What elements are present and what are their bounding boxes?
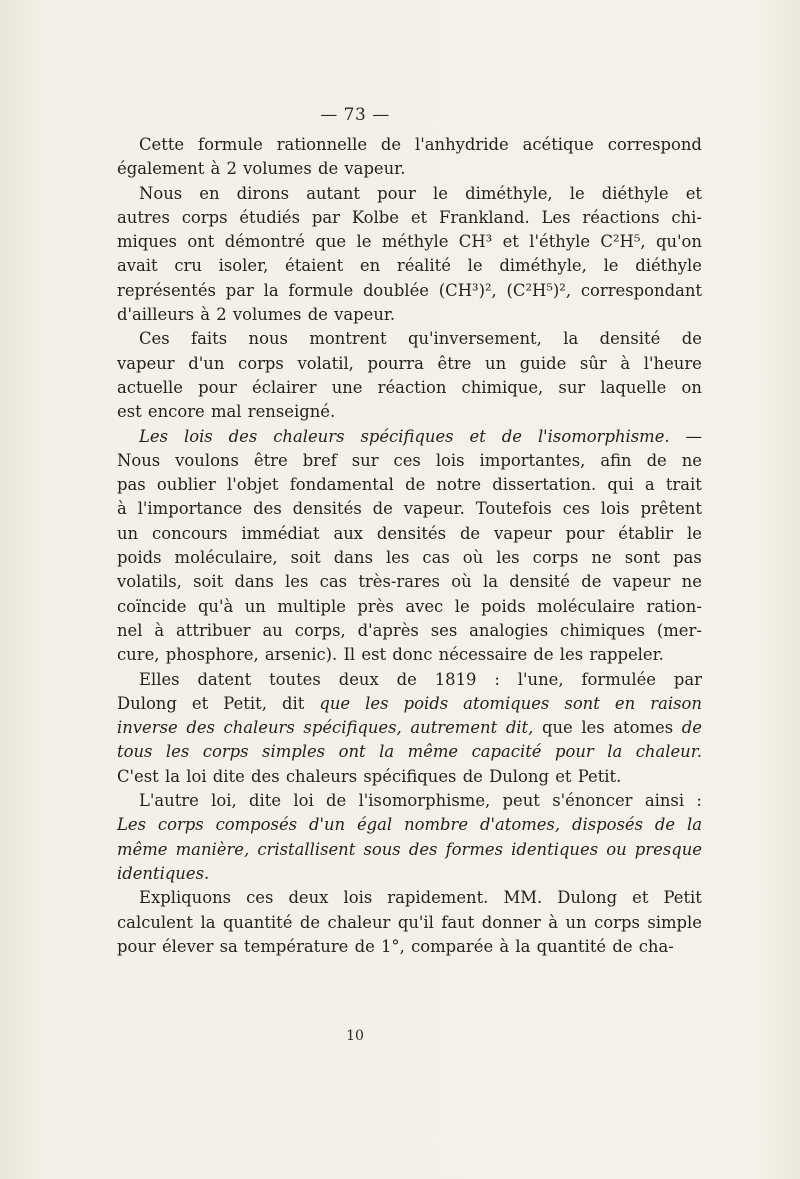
text-line: nel à attribuer au corps, d'après ses analogies chimiques (mer- (117, 620, 702, 640)
body-text (117, 133, 702, 959)
text-line: calculent la quantité de chaleur qu'il faut donner à un corps simple (117, 912, 702, 932)
text-line: d'ailleurs à 2 volumes de vapeur. (117, 305, 396, 325)
text-line: poids moléculaire, soit dans les cas où les corps ne sont pas (117, 548, 702, 568)
text-line: Ces faits nous montrent qu'inversement, la densité de (139, 329, 702, 349)
text-line: autres corps étudiés par Kolbe et Frankland. Les réactions chi- (117, 207, 702, 227)
text-line: tous les corps simples ont la même capacité pour la chaleur. (117, 742, 702, 762)
text-line: Cette formule rationnelle de l'anhydride acétique correspond (139, 135, 702, 154)
text-line: identiques. (117, 863, 210, 883)
text-line: pas oublier l'objet fondamental de notre dissertation. qui a trait (117, 475, 702, 495)
text-line: volatils, soit dans les cas très-rares où la densité de vapeur ne (117, 572, 702, 592)
text-line: même manière, cristallisent sous des formes identiques ou presque (117, 839, 702, 859)
signature-mark: 10 (346, 1028, 364, 1044)
text-line: également à 2 volumes de vapeur. (117, 159, 406, 179)
text-line: cure, phosphore, arsenic). Il est donc nécessaire de les rappeler. (117, 645, 664, 665)
text-line: coïncide qu'à un multiple près avec le poids moléculaire ration- (117, 596, 702, 616)
text-line: Elles datent toutes deux de 1819 : l'une, formulée par (139, 669, 702, 689)
text-line: Nous voulons être bref sur ces lois importantes, afin de ne (117, 450, 702, 470)
text-line: Nous en dirons autant pour le diméthyle, le diéthyle et (139, 183, 702, 203)
text-line: Expliquons ces deux lois rapidement. MM. Dulong et Petit (139, 888, 702, 908)
text-line: actuelle pour éclairer une réaction chimique, sur laquelle on (117, 377, 702, 397)
text-line: vapeur d'un corps volatil, pourra être un guide sûr à l'heure (117, 353, 702, 373)
text-line: C'est la loi dite des chaleurs spécifiques de Dulong et Petit. (117, 766, 622, 786)
text-line: avait cru isoler, étaient en réalité le diméthyle, le diéthyle (117, 256, 702, 276)
page-number: — 73 — (320, 105, 390, 125)
text-line: est encore mal renseigné. (117, 402, 336, 422)
text-line: miques ont démontré que le méthyle CH³ et l'éthyle C²H⁵, qu'on (117, 232, 702, 252)
text-line: L'autre loi, dite loi de l'isomorphisme, peut s'énoncer ainsi : (139, 791, 702, 811)
text-line: un concours immédiat aux densités de vapeur pour établir le (117, 523, 702, 543)
text-line: inverse des chaleurs spécifiques, autrement dit, que les atomes de (117, 718, 702, 738)
text-line: représentés par la formule doublée (CH³)², (C²H⁵)², correspondant (117, 280, 702, 300)
text-line: Les corps composés d'un égal nombre d'atomes, disposés de la (117, 815, 702, 835)
text-line: Dulong et Petit, dit que les poids atomiques sont en raison (117, 693, 702, 713)
text-line: pour élever sa température de 1°, comparée à la quantité de cha- (117, 936, 674, 956)
text-line: Les lois des chaleurs spécifiques et de l'isomorphisme. — (139, 426, 702, 446)
text-line: à l'importance des densités de vapeur. Toutefois ces lois prêtent (117, 499, 702, 519)
